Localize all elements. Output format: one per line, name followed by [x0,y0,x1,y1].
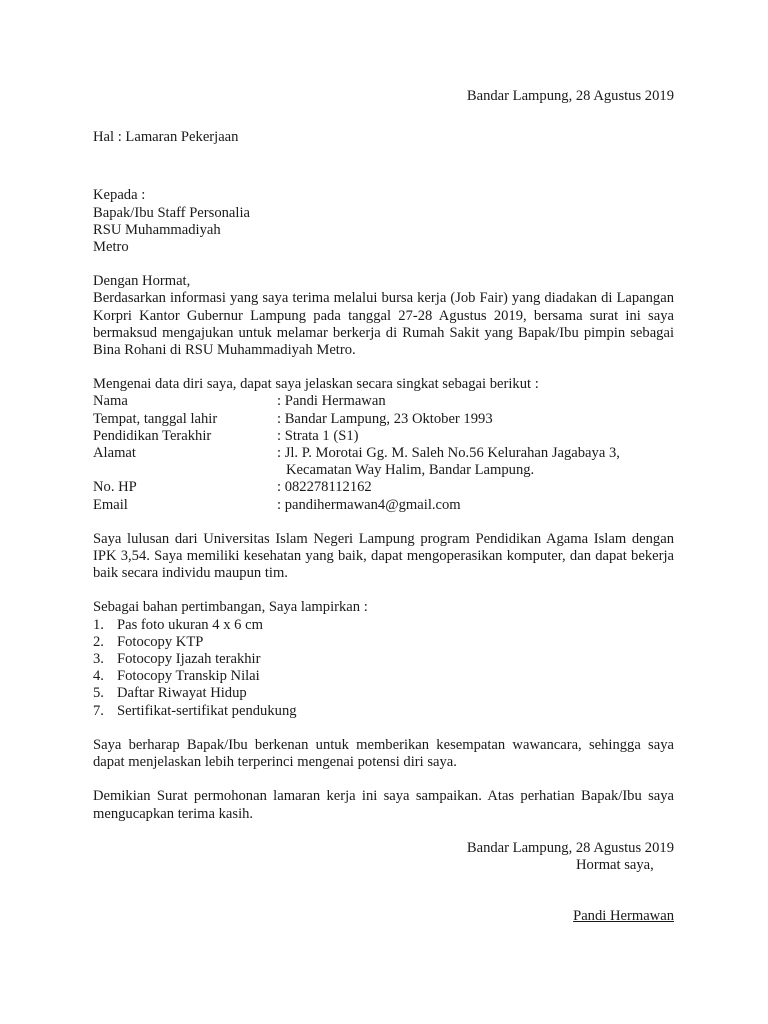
list-text: Sertifikat-sertifikat pendukung [117,702,297,719]
list-number: 3. [93,651,104,668]
letter-date-bottom: Bandar Lampung, 28 Agustus 2019 [466,839,674,856]
personal-data-table [93,393,674,513]
list-number: 2. [93,633,104,650]
list-text: Fotocopy Ijazah terakhir [117,651,261,668]
field-label: Tempat, tanggal lahir [93,410,218,427]
field-value: : Strata 1 (S1) [277,427,359,444]
list-number: 1. [93,616,104,633]
personal-row-phone [93,479,674,496]
recipient-line-1: Kepada : [93,187,146,204]
field-value: : Bandar Lampung, 23 Oktober 1993 [277,410,493,427]
field-label: Pendidikan Terakhir [93,427,212,444]
list-item [93,668,674,685]
field-value: : 082278112162 [277,479,372,496]
hope-paragraph: Saya berharap Bapak/Ibu berkenan untuk memberikan kesempatan wawancara, sehingga saya dapat menjelaskan lebih terperinci mengenai potensi diri saya. [93,736,674,771]
personal-row-education [93,428,674,445]
list-item [93,703,674,720]
field-label: No. HP [93,479,137,496]
letter-page [93,88,674,925]
list-item [93,651,674,668]
personal-row-name [93,393,674,410]
field-label: Alamat [93,445,136,462]
field-value: : Pandi Hermawan [277,393,386,410]
personal-row-email [93,497,674,514]
address-line-1: : Jl. P. Morotai Gg. M. Saleh No.56 Kelurahan Jagabaya 3, [277,445,620,462]
intro-paragraph: Berdasarkan informasi yang saya terima melalui bursa kerja (Job Fair) yang diadakan di Lapangan Korpri Kantor Gubernur Lampung pada tanggal 27-28 Agustus 2019, bersama surat ini saya bermaksud mengajukan untuk melamar berkerja di Rumah Sakit yang Bapak/Ibu pimpin sebagai Bina Rohani di RSU Muhammadiyah Metro. [93,290,674,359]
recipient-block [93,187,674,256]
attachments-list [93,617,674,720]
list-item [93,634,674,651]
regards-text: Hormat saya, [576,856,654,873]
recipient-line-4: Metro [93,239,129,256]
list-item [93,685,674,702]
field-value [277,445,674,479]
education-paragraph: Saya lulusan dari Universitas Islam Negeri Lampung program Pendidikan Agama Islam dengan IPK 3,54. Saya memiliki kesehatan yang baik, dapat mengoperasikan komputer, dan dapat bekerja baik secara individu maupun tim. [93,530,674,582]
list-text: Daftar Riwayat Hidup [117,685,247,702]
letter-date-top: Bandar Lampung, 28 Agustus 2019 [466,88,674,104]
list-text: Fotocopy Transkip Nilai [117,668,260,685]
attachments-intro: Sebagai bahan pertimbangan, Saya lampirkan : [93,599,368,616]
field-label: Nama [93,393,128,410]
list-text: Pas foto ukuran 4 x 6 cm [117,616,263,633]
greeting: Dengan Hormat, [93,273,191,290]
address-line-2: Kecamatan Way Halim, Bandar Lampung. [286,462,535,479]
closing-paragraph: Demikian Surat permohonan lamaran kerja ini saya sampaikan. Atas perhatian Bapak/Ibu saya mengucapkan terima kasih. [93,788,674,822]
personal-row-birth [93,411,674,428]
list-number: 7. [93,702,104,719]
field-value: : pandihermawan4@gmail.com [277,496,461,513]
personal-data-intro: Mengenai data diri saya, dapat saya jelaskan secara singkat sebagai berikut : [93,376,539,393]
personal-row-address [93,445,674,479]
recipient-line-2: Bapak/Ibu Staff Personalia [93,204,250,221]
list-item [93,617,674,634]
letter-subject: Hal : Lamaran Pekerjaan [93,129,239,146]
field-label: Email [93,496,128,513]
list-number: 4. [93,668,104,685]
list-number: 5. [93,685,104,702]
recipient-line-3: RSU Muhammadiyah [93,221,221,238]
signature-block [93,857,674,891]
list-text: Fotocopy KTP [117,633,204,650]
signature-name: Pandi Hermawan [573,907,674,924]
